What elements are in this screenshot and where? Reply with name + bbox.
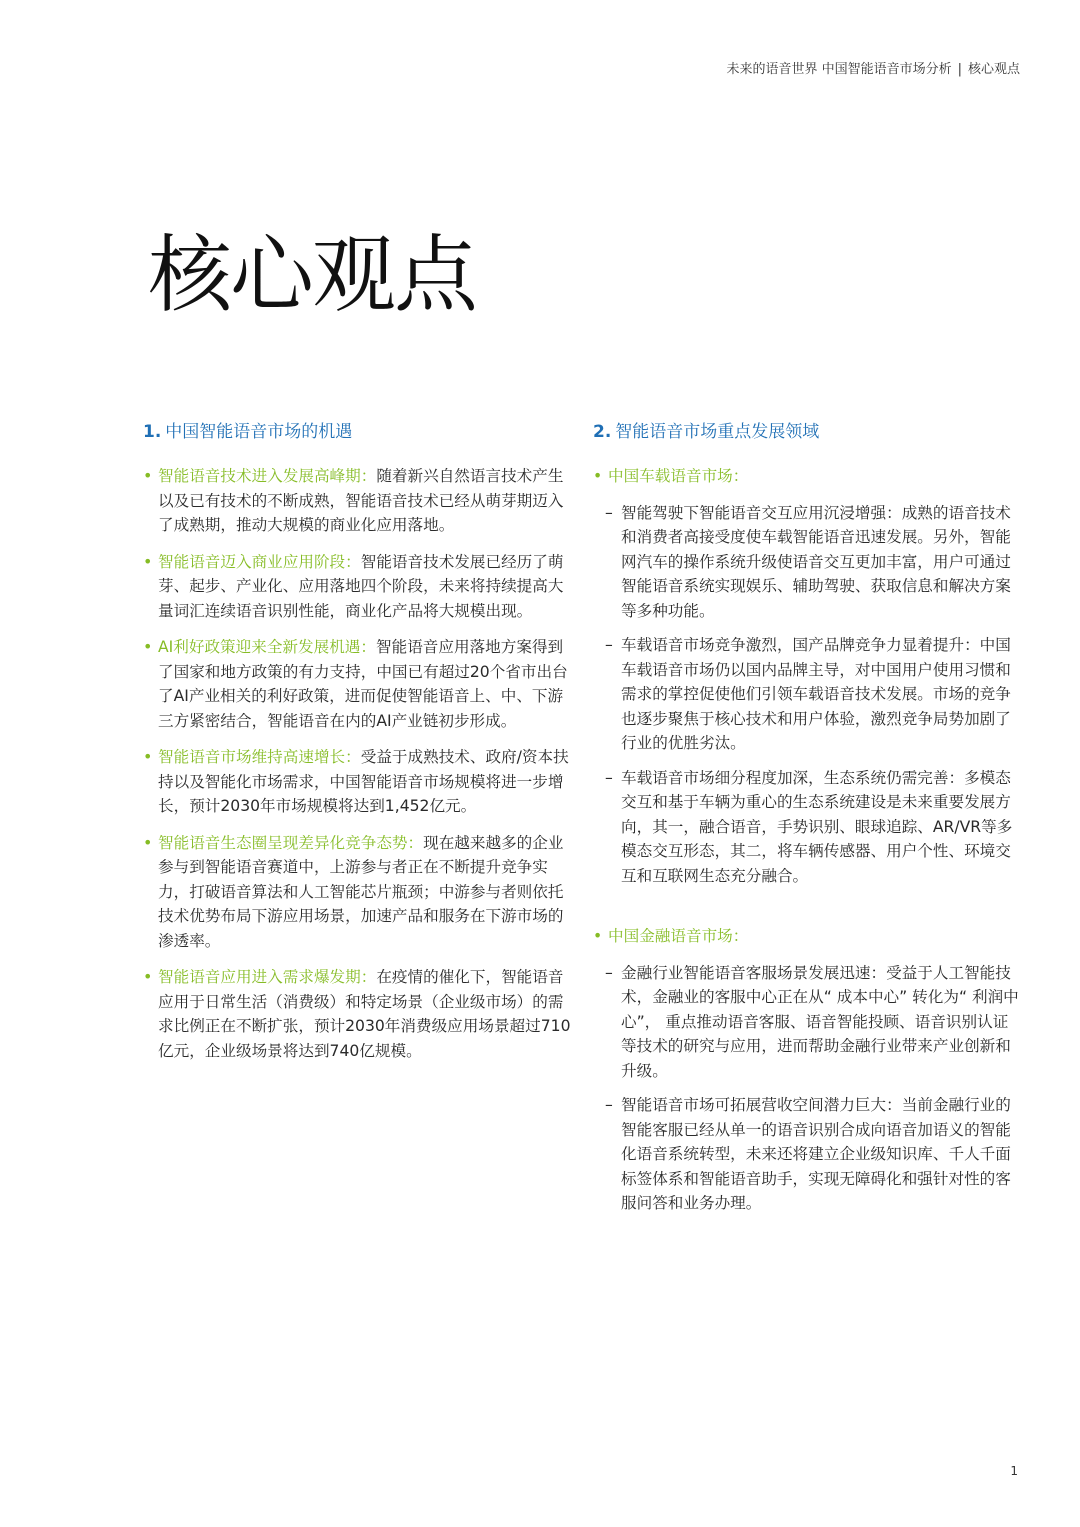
list-item <box>143 464 573 538</box>
list-item <box>143 745 573 819</box>
header-section: 核心观点 <box>967 62 1020 77</box>
bullet-lead: 智能语音生态圈呈现差异化竞争态势： <box>158 833 424 852</box>
bullet-text: 现在越来越多的企业参与到智能语音赛道中，上游参与者正在不断提升竞争实力，打破语音算法和人工智能芯片瓶颈；中游参与者则依托技术优势布局下游应用场景，加速产品和服务在下游市场的渗透率。 <box>158 833 564 950</box>
list-item: – 智能语音市场可拓展营收空间潜力巨大：当前金融行业的智能客服已经从单一的语音识别合成向语音加语义的智能化语音系统转型，未来还将建立企业级知识库、千人千面标签体系和智能语音助手，实现无障碍化和强针对性的客服问答和业务办理。 <box>593 1093 1023 1216</box>
bullet-lead: 智能语音市场维持高速增长： <box>158 748 361 766</box>
section-heading-focus-areas <box>593 420 1023 444</box>
list-item: – 金融行业智能语音客服场景发展迅速：受益于人工智能技术，金融业的客服中心正在从“ 成本中心” 转化为“ 利润中心”， 重点推动语音客服、语音智能投顾、语音识别认证等技术的研究与应用，进而帮助金融行业带来产业创新和升级。 <box>593 961 1023 1084</box>
bullet-lead: 智能语音迈入商业应用阶段： <box>158 552 361 571</box>
subsection-finance: • 中国金融语音市场： <box>593 924 1023 949</box>
bullet-text: 受益于成熟技术、政府/资本扶持以及智能化市场需求，中国智能语音市场规模将进一步增长，预计2030年市场规模将达到1,452亿元。 <box>158 748 569 815</box>
list-item: – 车载语音市场细分程度加深，生态系统仍需完善：多模态交互和基于车辆为重心的生态系统建设是未来重要发展方向，其一，融合语音，手势识别、眼球追踪、AR/VR等多模态交互形态，其二，将车辆传感器、用户个性、环境交互和互联网生态充分融合。 <box>593 766 1023 889</box>
bullet-text: 在疫情的催化下，智能语音应用于日常生活（消费级）和特定场景（企业级市场）的需求比例正在不断扩张，预计2030年消费级应用场景超过710亿元，企业级场景将达到740亿规模。 <box>158 968 571 1060</box>
running-header <box>726 58 1020 77</box>
list-item <box>143 635 573 733</box>
section-number: 1. <box>143 422 162 442</box>
bullet-text: 随着新兴自然语言技术产生以及已有技术的不断成熟，智能语音技术已经从萌芽期迈入了成熟期，推动大规模的商业化应用落地。 <box>158 467 564 534</box>
report-title: 未来的语音世界 中国智能语音市场分析 <box>726 62 952 77</box>
right-column <box>593 420 1023 1226</box>
section-number: 2. <box>593 422 612 442</box>
left-column <box>143 420 573 1075</box>
list-item: – 车载语音市场竞争激烈，国产品牌竞争力显着提升：中国车载语音市场仍以国内品牌主导，对中国用户使用习惯和需求的掌控促使他们引领车载语音技术发展。市场的竞争也逐步聚焦于核心技术和用户体验，激烈竞争局势加剧了行业的优胜劣汰。 <box>593 633 1023 756</box>
list-item: – 智能驾驶下智能语音交互应用沉浸增强：成熟的语音技术和消费者高接受度使车载智能语音迅速发展。另外，智能网汽车的操作系统升级使语音交互更加丰富，用户可通过智能语音系统实现娱乐、辅助驾驶、获取信息和解决方案等多种功能。 <box>593 501 1023 624</box>
bullet-lead: 智能语音技术进入发展高峰期： <box>158 467 377 485</box>
list-item <box>143 831 573 954</box>
list-item <box>143 965 573 1063</box>
list-item <box>143 550 573 624</box>
page-title: 核心观点 <box>148 226 477 324</box>
bullet-lead: 智能语音应用进入需求爆发期： <box>158 968 377 986</box>
bullet-text: 智能语音技术发展已经历了萌芽、起步、产业化、应用落地四个阶段，未来将持续提高大量词汇连续语音识别性能，商业化产品将大规模出现。 <box>158 552 564 620</box>
section-heading-opportunities <box>143 420 573 444</box>
header-separator: | <box>957 62 962 77</box>
subsection-automotive: • 中国车载语音市场： <box>593 464 1023 489</box>
section-heading-text: 中国智能语音市场的机遇 <box>165 422 353 442</box>
bullet-lead: AI利好政策迎来全新发展机遇： <box>158 638 376 656</box>
bullet-text: 智能语音应用落地方案得到了国家和地方政策的有力支持，中国已有超过20个省市出台了AI产业相关的利好政策，进而促使智能语音上、中、下游三方紧密结合，智能语音在内的AI产业链初步形成。 <box>158 638 568 730</box>
group-spacer <box>593 898 1023 924</box>
page-number: 1 <box>1010 1464 1018 1478</box>
section-heading-text: 智能语音市场重点发展领域 <box>615 422 820 442</box>
